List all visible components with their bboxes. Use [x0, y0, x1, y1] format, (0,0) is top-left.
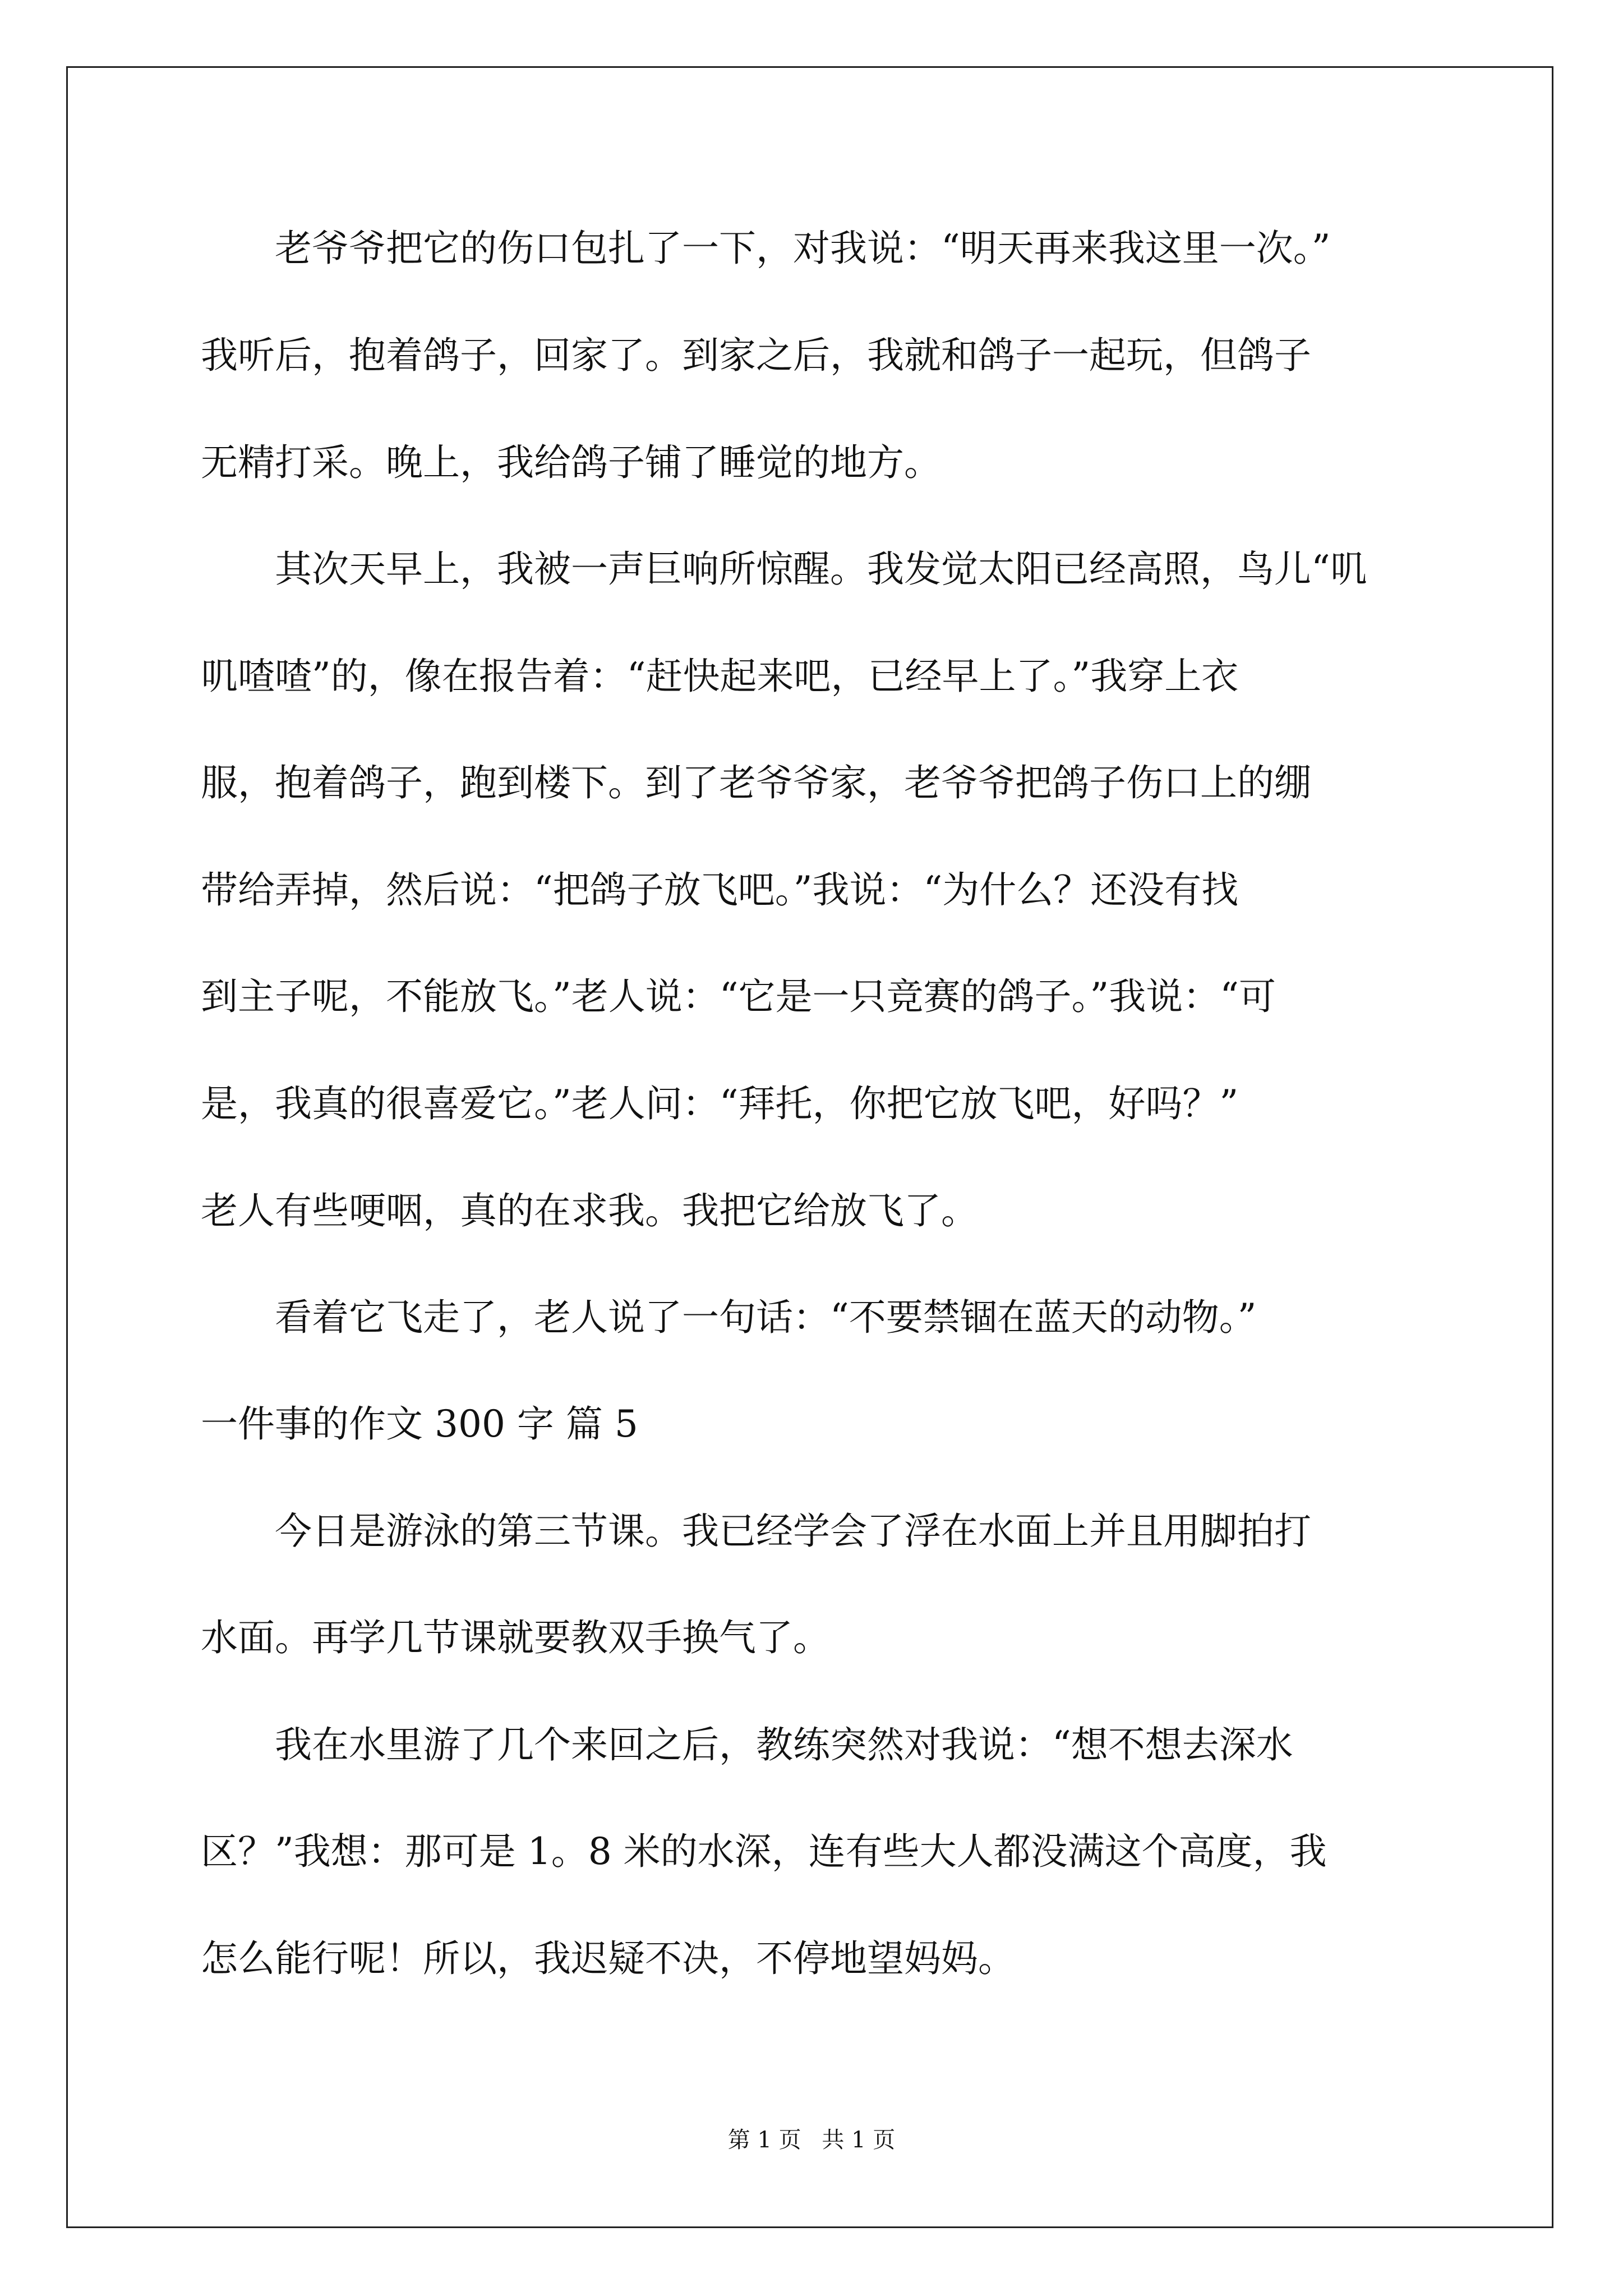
text-line: 叽喳喳”的，像在报告着：“赶快起来吧，已经早上了。”我穿上衣	[201, 655, 1239, 698]
page-frame	[66, 66, 1553, 2228]
text-line: 水面。再学几节课就要教双手换气了。	[201, 1616, 830, 1659]
text-line: 我听后，抱着鸽子，回家了。到家之后，我就和鸽子一起玩，但鸽子	[201, 334, 1311, 377]
text-line: 看着它飞走了，老人说了一句话：“不要禁锢在蓝天的动物。”	[201, 1296, 1257, 1339]
page-number: 第 1 页	[727, 2127, 801, 2153]
text-line: 区？”我想：那可是 1。8 米的水深，连有些大人都没满这个高度，我	[201, 1830, 1327, 1873]
text-line: 怎么能行呢！所以，我迟疑不决，不停地望妈妈。	[201, 1937, 1015, 1980]
text-line: 老人有些哽咽，真的在求我。我把它给放飞了。	[201, 1189, 978, 1232]
text-line: 到主子呢，不能放飞。”老人说：“它是一只竞赛的鸽子。”我说：“可	[201, 975, 1276, 1018]
text-line: 带给弄掉，然后说：“把鸽子放飞吧。”我说：“为什么？还没有找	[201, 868, 1239, 912]
text-line: 我在水里游了几个来回之后，教练突然对我说：“想不想去深水	[201, 1723, 1293, 1766]
page-footer	[0, 2123, 1623, 2157]
text-line: 老爷爷把它的伤口包扎了一下，对我说：“明天再来我这里一次。”	[201, 227, 1331, 270]
page-total: 共 1 页	[822, 2127, 896, 2153]
text-line: 其次天早上，我被一声巨响所惊醒。我发觉太阳已经高照，鸟儿“叽	[201, 547, 1367, 591]
text-line: 是，我真的很喜爱它。”老人问：“拜托，你把它放飞吧，好吗？”	[201, 1082, 1239, 1125]
text-line: 无精打采。晚上，我给鸽子铺了睡觉的地方。	[201, 441, 941, 484]
section-heading: 一件事的作文 300 字 篇 5	[201, 1402, 638, 1446]
text-line: 服，抱着鸽子，跑到楼下。到了老爷爷家，老爷爷把鸽子伤口上的绷	[201, 761, 1311, 804]
text-line: 今日是游泳的第三节课。我已经学会了浮在水面上并且用脚拍打	[201, 1510, 1311, 1553]
